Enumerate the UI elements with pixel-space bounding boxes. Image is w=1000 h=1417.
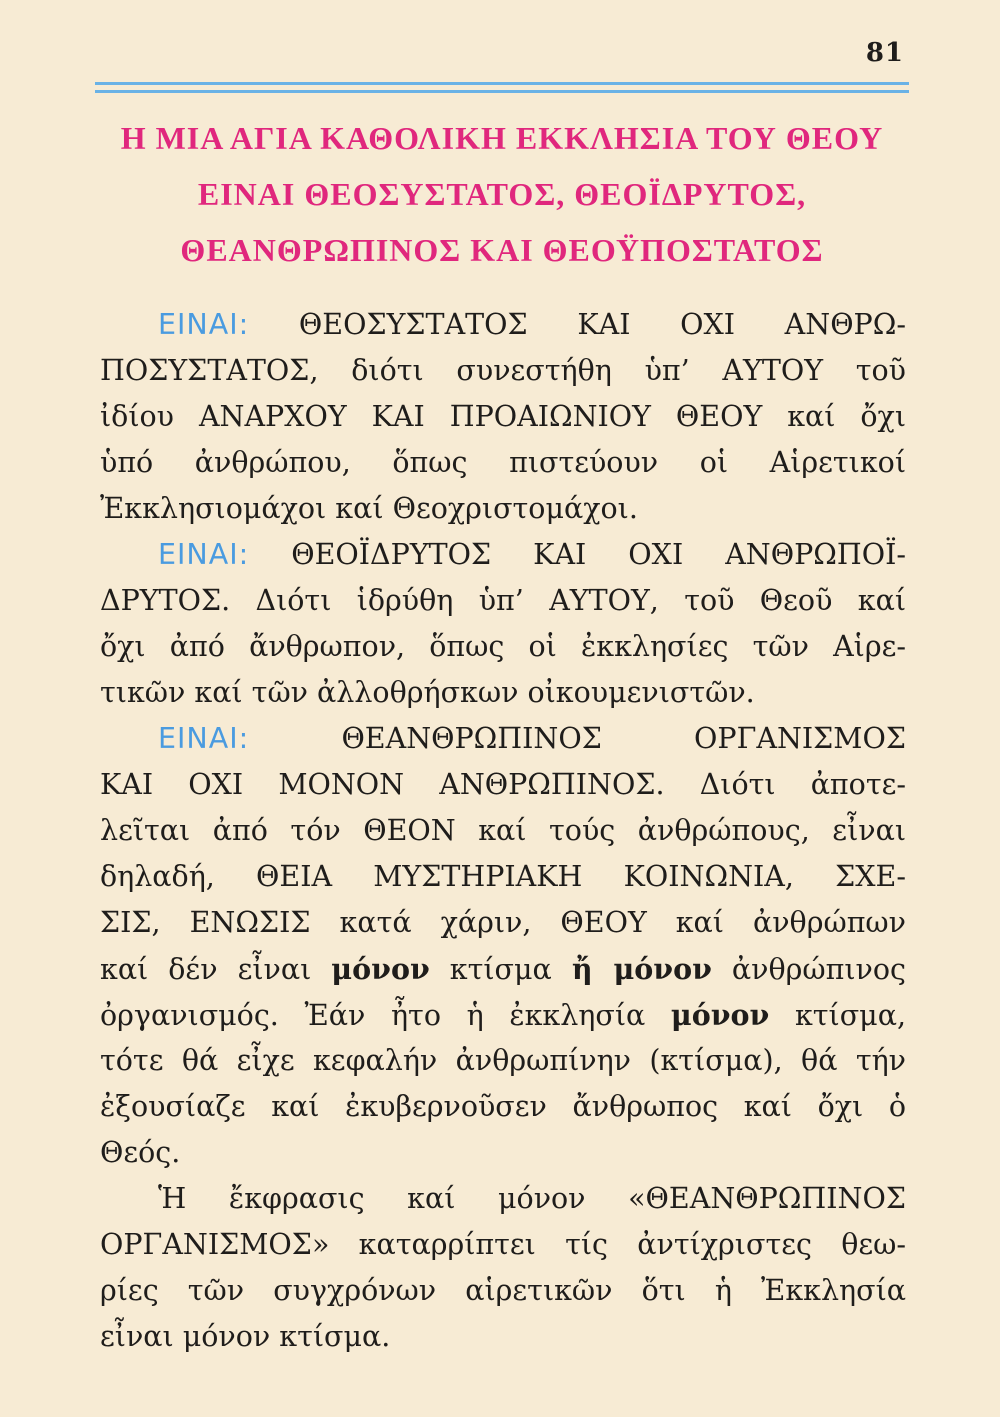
emphasis-monon: μόνον — [670, 998, 770, 1032]
p2-line-1: ΕΙΝΑΙ: ΘΕΟΪΔΡΥΤΟΣ ΚΑΙ ΟΧΙ ΑΝΘΡΩΠΟΪ- — [158, 538, 906, 571]
p3-line-3: λεῖται ἀπό τόν ΘΕΟΝ καί τούς ἀνθρώπους, εἶναι — [100, 814, 906, 847]
title-line-1: Η ΜΙΑ ΑΓΙΑ ΚΑΘΟΛΙΚΗ ΕΚΚΛΗΣΙΑ ΤΟΥ ΘΕΟΥ — [120, 120, 884, 156]
emphasis-monon: μόνον — [331, 952, 430, 986]
p3-line-8: τότε θά εἶχε κεφαλήν ἀνθρωπίνην (κτίσμα), θά τήν — [100, 1044, 906, 1077]
chapter-title — [95, 110, 909, 278]
keyword-einai: ΕΙΝΑΙ: — [158, 722, 250, 755]
keyword-einai: ΕΙΝΑΙ: — [158, 538, 250, 571]
p2-line-4: τικῶν καί τῶν ἀλλοθρήσκων οἰκουμενιστῶν. — [100, 676, 755, 709]
title-line-2: ΕΙΝΑΙ ΘΕΟΣΥΣΤΑΤΟΣ, ΘΕΟΪΔΡΥΤΟΣ, — [197, 176, 807, 212]
p1-line-3: ἰδίου ΑΝΑΡΧΟΥ ΚΑΙ ΠΡΟΑΙΩΝΙΟΥ ΘΕΟΥ καί ὄχι — [100, 400, 906, 433]
p3-line-2: ΚΑΙ ΟΧΙ ΜΟΝΟΝ ΑΝΘΡΩΠΙΝΟΣ. Διότι ἀποτε- — [100, 768, 906, 801]
p4-line-1: Ἡ ἔκφρασις καί μόνον «ΘΕΑΝΘΡΩΠΙΝΟΣ — [158, 1182, 906, 1215]
p3-line-7: ὀργανισμός. Ἐάν ἦτο ἡ ἐκκλησία μόνον κτίσμα, — [100, 998, 907, 1032]
p1-line-2: ΠΟΣΥΣΤΑΤΟΣ, διότι συνεστήθη ὑπ’ ΑΥΤΟΥ τοῦ — [100, 354, 906, 387]
p2-line-3: ὄχι ἀπό ἄνθρωπον, ὅπως οἱ ἐκκλησίες τῶν Αἱρε- — [100, 630, 906, 663]
p3-line-9: ἐξουσίαζε καί ἐκυβερνοῦσεν ἄνθρωπος καί ὄχι ὁ — [100, 1090, 906, 1123]
body-text — [100, 302, 906, 1360]
p3-line-5: ΣΙΣ, ΕΝΩΣΙΣ κατά χάριν, ΘΕΟΥ καί ἀνθρώπων — [100, 906, 906, 939]
p2-line-2: ΔΡΥΤΟΣ. Διότι ἱδρύθη ὑπ’ ΑΥΤΟΥ, τοῦ Θεοῦ καί — [100, 584, 906, 617]
p3-line-1: ΕΙΝΑΙ: ΘΕΑΝΘΡΩΠΙΝΟΣ ΟΡΓΑΝΙΣΜΟΣ — [158, 722, 906, 755]
p3-line-10: Θεός. — [100, 1136, 181, 1169]
p4-line-3: ρίες τῶν συγχρόνων αἱρετικῶν ὅτι ἡ Ἐκκλησία — [100, 1274, 906, 1307]
p1-line-4: ὑπό ἀνθρώπου, ὅπως πιστεύουν οἱ Αἱρετικοί — [100, 446, 906, 479]
keyword-einai: ΕΙΝΑΙ: — [158, 308, 250, 341]
emphasis-i-monon: ἤ μόνον — [571, 952, 712, 986]
header-rule-bottom — [95, 90, 909, 93]
p4-line-2: ΟΡΓΑΝΙΣΜΟΣ» καταρρίπτει τίς ἀντίχριστες θεω- — [100, 1228, 906, 1261]
p4-line-4: εἶναι μόνον κτίσμα. — [100, 1320, 391, 1353]
p1-line-1: ΕΙΝΑΙ: ΘΕΟΣΥΣΤΑΤΟΣ ΚΑΙ ΟΧΙ ΑΝΘΡΩ- — [158, 308, 906, 341]
title-line-3: ΘΕΑΝΘΡΩΠΙΝΟΣ ΚΑΙ ΘΕΟΫΠΟΣΤΑΤΟΣ — [180, 232, 824, 268]
p3-line-4: δηλαδή, ΘΕΙΑ ΜΥΣΤΗΡΙΑΚΗ ΚΟΙΝΩΝΙΑ, ΣΧΕ- — [100, 860, 906, 893]
page-number: 81 — [865, 38, 904, 68]
p3-line-6: καί δέν εἶναι μόνον κτίσμα ἤ μόνον ἀνθρώπινος — [100, 952, 906, 986]
p1-line-5: Ἐκκλησιομάχοι καί Θεοχριστομάχοι. — [100, 492, 638, 525]
header-rule-top — [95, 82, 909, 85]
